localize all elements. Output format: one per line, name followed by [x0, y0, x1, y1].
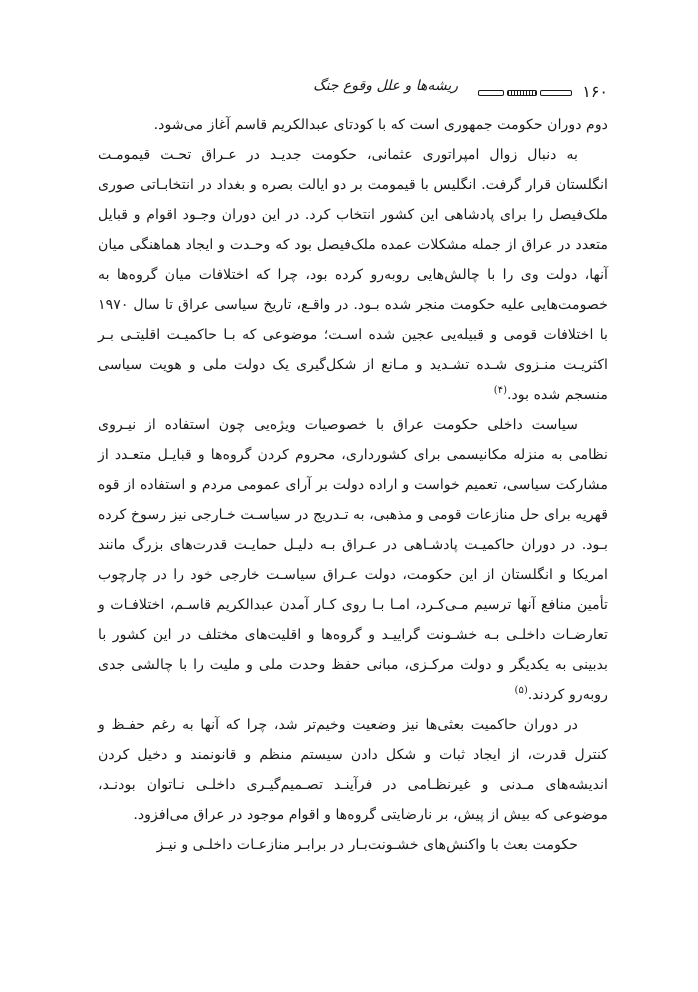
paragraph-2: [98, 140, 608, 410]
header-rule-segment: [478, 90, 504, 96]
paragraph-1: [98, 110, 608, 140]
header-rule-segment: [540, 90, 572, 96]
paragraph-text: دوم دوران حکومت جمهوری است که با کودتای عبدالکریم قاسم آغاز می‌شود.: [153, 117, 608, 133]
book-page: [98, 70, 608, 860]
footnote-ref-5[interactable]: (۵): [514, 685, 528, 696]
paragraph-4: [98, 710, 608, 830]
paragraph-text: به دنبال زوال امپراتوری عثمانی، حکومت جدیـد در عـراق تحـت قیمومـت انگلستان قرار گرفت. انگلیس با قیمومت بر دو ایالت بصره و بغداد در انتخابـاتی صوری ملک‌فیصل را برای پادشاهی این کشور انتخاب کرد. در این دوران وجـود اقوام و قبایل متعدد در عراق از جمله مشکلات عمده ملک‌فیصل بود که وحـدت و ایجاد هماهنگی میان آنها، دولت وی را با چالش‌هایی روبه‌رو کرده بود، چرا که اختلافات میان گروه‌ها به خصومت‌هایی علیه حکومت منجر شده بـود. در واقـع، تاریخ سیاسی عراق تا سال ۱۹۷۰ با اختلافات قومی و قبیله‌یی عجین شده اسـت؛ موضوعی که بـا حاکمیـت اقلیتـی بـر اکثریـت منـزوی شـده تشـدید و مـانع از شکل‌گیری یک دولت ملی و هویت سیاسی منسجم شده بود.: [98, 147, 608, 403]
paragraph-text: در دوران حاکمیت بعثی‌ها نیز وضعیت وخیم‌تر شد، چرا که آنها به رغم حفـظ و کنترل قدرت، از ایجاد ثبات و شکل دادن سیستم منظم و قانونمند و دخیل کردن اندیشه‌های مـدنی و غیرنظـامی در فرآینـد تصـمیم‌گیـری داخلـی نـاتوان بودنـد، موضوعی که بیش از پیش، بر نارضایتی گروه‌ها و اقوام موجود در عراق می‌افزود.: [98, 717, 608, 823]
footnote-ref-4[interactable]: (۴): [493, 385, 507, 396]
paragraph-5: [98, 830, 608, 860]
paragraph-text: سیاست داخلی حکومت عراق با خصوصیات ویژه‌یی چون استفاده از نیـروی نظامی به منزله مکانیسمی برای کشورداری، محروم کردن گروه‌ها و قبایـل متعـدد از مشارکت سیاسی، تعمیم خواست و اراده دولت بر آرای عمومی مردم و استفاده از قوه قهریه برای حل منازعات قومی و مذهبی، به تـدریج در سیاسـت خـارجی نیز رسوخ کرده بـود. در دوران حاکمیـت پادشـاهی در عـراق بـه دلیـل حمایـت قدرت‌های بزرگ مانند امریکا و انگلستان از این حکومت، دولت عـراق سیاسـت خارجی خود را در چارچوب تأمین منافع آنها ترسیم مـی‌کـرد، امـا بـا روی کـار آمدن عبدالکریم قاسـم، اختلافـات و تعارضـات داخلـی بـه خشـونت گرایيـد و گروه‌ها و اقلیت‌های مختلف در این کشور با بدبینی به یکدیگر و دولت مرکـزی، مبانی حفظ وحدت ملی و ملیت را با چالشی جدی روبه‌رو کردند.: [98, 417, 608, 703]
header-ornament-rule: [478, 90, 572, 96]
paragraph-text: حکومت بعث با واکنش‌های خشـونت‌بـار در برابـر منازعـات داخلـی و نیـز: [156, 837, 578, 853]
header-rule-segment: [507, 90, 537, 96]
running-title: ریشه‌ها و علل وقوع جنگ: [313, 78, 458, 94]
paragraph-3: [98, 410, 608, 710]
body-text: [98, 110, 608, 860]
page-number: ۱۶۰: [582, 82, 608, 101]
running-header: [98, 70, 608, 110]
